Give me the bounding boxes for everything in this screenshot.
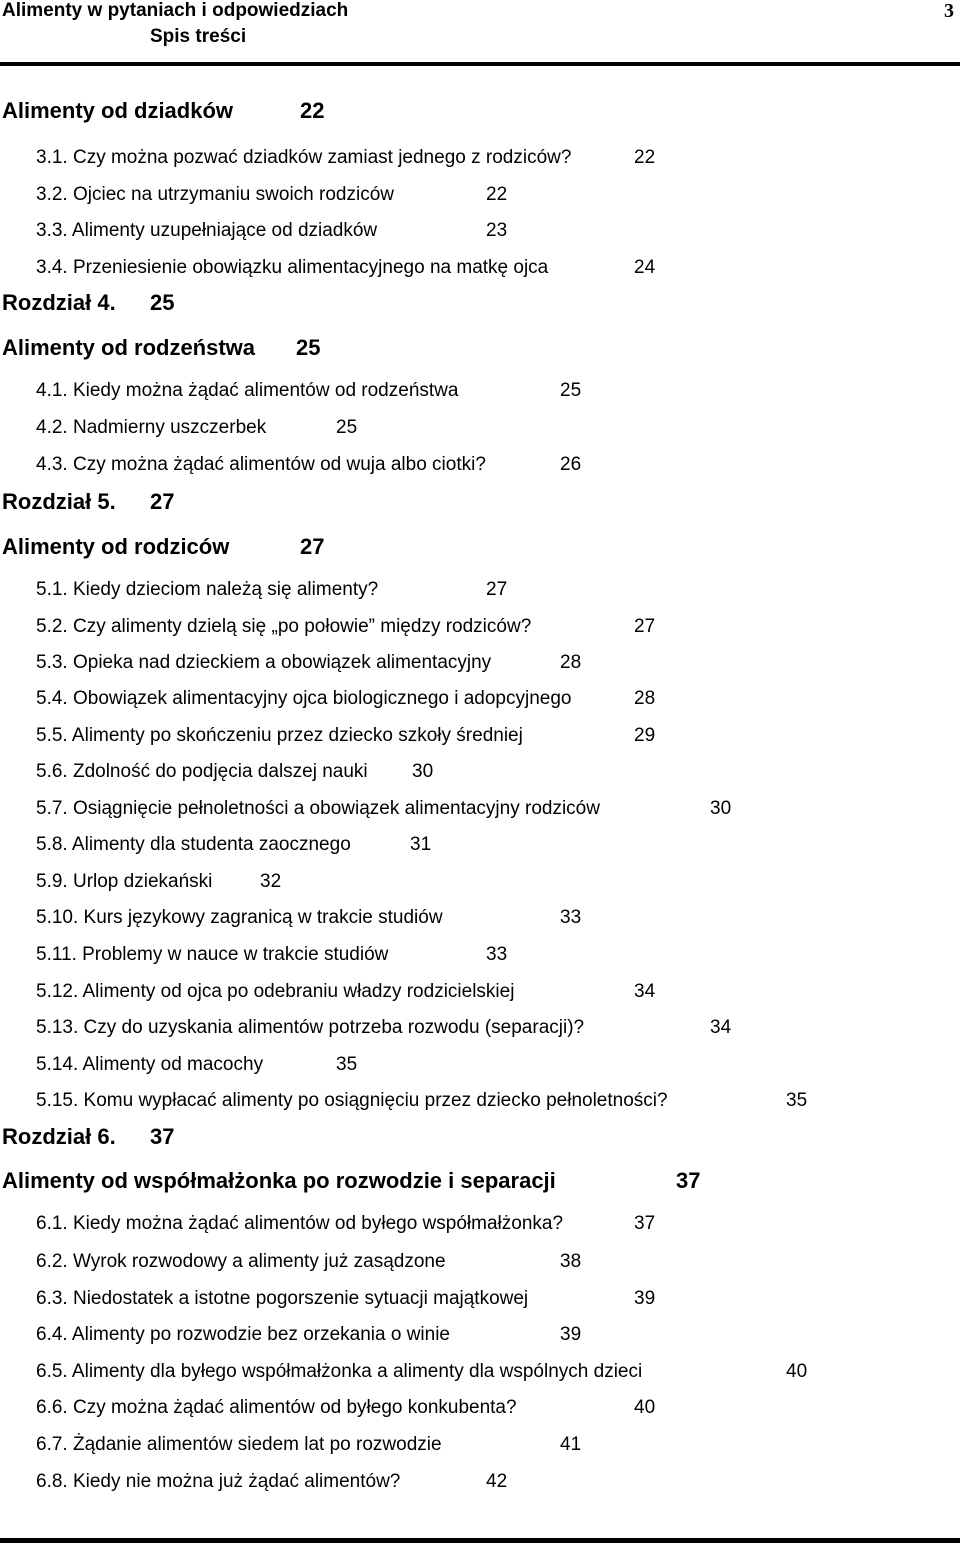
toc-entry-title: 5.6. Zdolność do podjęcia dalszej nauki (36, 761, 368, 782)
toc-page-number: 22 (634, 147, 656, 168)
toc-page-number: 37 (150, 1124, 175, 1149)
toc-entry (36, 907, 582, 928)
chapter-heading (2, 1124, 175, 1149)
footer-rule (0, 1538, 960, 1543)
toc-page-number: 29 (634, 725, 656, 746)
toc-page-number: 27 (634, 616, 656, 637)
toc-page-number: 34 (634, 981, 656, 1002)
toc-entry-title: Alimenty od współmałżonka po rozwodzie i separacji (2, 1168, 556, 1193)
toc-entry (36, 616, 656, 637)
toc-entry-title: 6.2. Wyrok rozwodowy a alimenty już zasądzone (36, 1251, 446, 1272)
toc-entry-title: 6.1. Kiedy można żądać alimentów od byłego współmałżonka? (36, 1213, 564, 1234)
toc-page-number: 25 (560, 380, 582, 401)
toc-page-number: 40 (634, 1397, 656, 1418)
toc-entry-title: 5.1. Kiedy dzieciom należą się alimenty? (36, 579, 379, 600)
toc-entry-title: 3.4. Przeniesienie obowiązku alimentacyjnego na matkę ojca (36, 257, 549, 278)
toc-entry-title: 6.7. Żądanie alimentów siedem lat po rozwodzie (36, 1434, 442, 1455)
chapter-heading (2, 489, 175, 514)
toc-page-number: 27 (150, 489, 175, 514)
toc-page-number: 22 (486, 184, 508, 205)
toc-entry (36, 220, 508, 241)
toc-page-number: 37 (634, 1213, 656, 1234)
toc-entry (36, 798, 732, 819)
toc-entry-title: 5.2. Czy alimenty dzielą się „po połowie” między rodziców? (36, 616, 532, 637)
toc-page-number: 41 (560, 1434, 582, 1455)
toc-entry-title: 6.8. Kiedy nie można już żądać alimentów? (36, 1471, 401, 1492)
toc-entry-title: 5.12. Alimenty od ojca po odebraniu władzy rodzicielskiej (36, 981, 515, 1002)
toc-entry-title: 5.9. Urlop dziekański (36, 871, 213, 892)
toc-entry-title: 3.2. Ojciec na utrzymaniu swoich rodziców (36, 184, 394, 205)
toc-page-number: 26 (560, 454, 582, 475)
toc-page-number: 35 (336, 1054, 358, 1075)
toc-entry (36, 652, 582, 673)
toc-entry (36, 1251, 582, 1272)
toc-page-number: 33 (486, 944, 508, 965)
toc-entry (36, 1090, 808, 1111)
book-title: Alimenty w pytaniach i odpowiedziach (2, 0, 349, 21)
toc-entry-title: 4.3. Czy można żądać alimentów od wuja albo ciotki? (36, 454, 486, 475)
toc-entry-title: 5.5. Alimenty po skończeniu przez dziecko szkoły średniej (36, 725, 523, 746)
toc-entry-title: Rozdział 4. (2, 290, 116, 315)
toc-entry (36, 761, 434, 782)
toc-page-number: 28 (634, 688, 656, 709)
toc-entry (36, 1434, 582, 1455)
toc-page-number: 30 (710, 798, 732, 819)
toc-entry (36, 1054, 358, 1075)
toc-entry (36, 1288, 656, 1309)
page-number: 3 (944, 0, 954, 22)
toc-entry (36, 1361, 808, 1382)
toc-page-number: 22 (300, 98, 325, 123)
toc-entry (36, 579, 508, 600)
toc-page-number: 27 (300, 534, 325, 559)
toc-page-number: 28 (560, 652, 582, 673)
toc-entry (36, 184, 508, 205)
toc-page-number: 38 (560, 1251, 582, 1272)
section-heading (2, 335, 321, 360)
toc-entry-title: Alimenty od rodziców (2, 534, 230, 559)
toc-entry (36, 147, 656, 168)
toc-entry (36, 725, 656, 746)
toc-page-number: 23 (486, 220, 508, 241)
toc-entry-title: 5.11. Problemy w nauce w trakcie studiów (36, 944, 389, 965)
toc-entry (36, 1213, 656, 1234)
toc-entry-title: 4.2. Nadmierny uszczerbek (36, 417, 267, 438)
toc-entry (36, 871, 282, 892)
toc-page-number: 34 (710, 1017, 732, 1038)
toc-entry-title: 5.4. Obowiązek alimentacyjny ojca biologicznego i adopcyjnego (36, 688, 572, 709)
toc-entry-title: 5.8. Alimenty dla studenta zaocznego (36, 834, 351, 855)
toc-entry-title: 5.13. Czy do uzyskania alimentów potrzeba rozwodu (separacji)? (36, 1017, 585, 1038)
toc-entry (36, 257, 656, 278)
toc-entry (36, 1324, 582, 1345)
toc-page-number: 25 (150, 290, 175, 315)
toc-entry-title: 5.3. Opieka nad dzieckiem a obowiązek alimentacyjny (36, 652, 492, 673)
toc-page-number: 35 (786, 1090, 808, 1111)
toc-entry (36, 1017, 732, 1038)
toc-entry-title: 5.7. Osiągnięcie pełnoletności a obowiązek alimentacyjny rodziców (36, 798, 600, 819)
toc-entry-title: 3.1. Czy można pozwać dziadków zamiast jednego z rodziców? (36, 147, 572, 168)
chapter-heading (2, 290, 175, 315)
toc-entry (36, 981, 656, 1002)
toc-entry-title: Rozdział 6. (2, 1124, 116, 1149)
toc-page-number: 24 (634, 257, 656, 278)
toc-entry-title: 6.4. Alimenty po rozwodzie bez orzekania o winie (36, 1324, 451, 1345)
section-heading (2, 534, 325, 559)
toc-page-number: 33 (560, 907, 582, 928)
toc-page-number: 42 (486, 1471, 508, 1492)
toc-entry (36, 380, 582, 401)
toc-entry (36, 417, 358, 438)
toc-page-number: 25 (296, 335, 321, 360)
toc-entry-title: Alimenty od rodzeństwa (2, 335, 256, 360)
toc-entry-title: 6.6. Czy można żądać alimentów od byłego konkubenta? (36, 1397, 517, 1418)
section-title: Spis treści (150, 26, 247, 47)
toc-entry (36, 454, 582, 475)
toc-entry-title: 4.1. Kiedy można żądać alimentów od rodzeństwa (36, 380, 459, 401)
toc-entry-title: 3.3. Alimenty uzupełniające od dziadków (36, 220, 378, 241)
toc-page-number: 27 (486, 579, 508, 600)
toc-entry (36, 944, 508, 965)
toc-entry (36, 1471, 508, 1492)
toc-entry-title: 5.14. Alimenty od macochy (36, 1054, 264, 1075)
toc-entry (36, 834, 432, 855)
toc-page-number: 32 (260, 871, 282, 892)
toc-entry-title: Rozdział 5. (2, 489, 116, 514)
section-heading (2, 1168, 701, 1193)
toc-page-number: 31 (410, 834, 432, 855)
toc-entry-title: 5.15. Komu wypłacać alimenty po osiągnięciu przez dziecko pełnoletności? (36, 1090, 668, 1111)
header-rule (0, 62, 960, 66)
toc-entry-title: 6.5. Alimenty dla byłego współmałżonka a alimenty dla wspólnych dzieci (36, 1361, 643, 1382)
toc-page-number: 25 (336, 417, 358, 438)
toc-page-number: 30 (412, 761, 434, 782)
toc-page-number: 37 (676, 1168, 701, 1193)
toc-page-number: 40 (786, 1361, 808, 1382)
toc-entry (36, 1397, 656, 1418)
toc-entry (36, 688, 656, 709)
toc-entry-title: Alimenty od dziadków (2, 98, 234, 123)
toc-page-number: 39 (560, 1324, 582, 1345)
section-heading (2, 98, 325, 123)
toc-entry-title: 6.3. Niedostatek a istotne pogorszenie sytuacji majątkowej (36, 1288, 529, 1309)
toc-entry-title: 5.10. Kurs językowy zagranicą w trakcie studiów (36, 907, 443, 928)
toc-page-number: 39 (634, 1288, 656, 1309)
